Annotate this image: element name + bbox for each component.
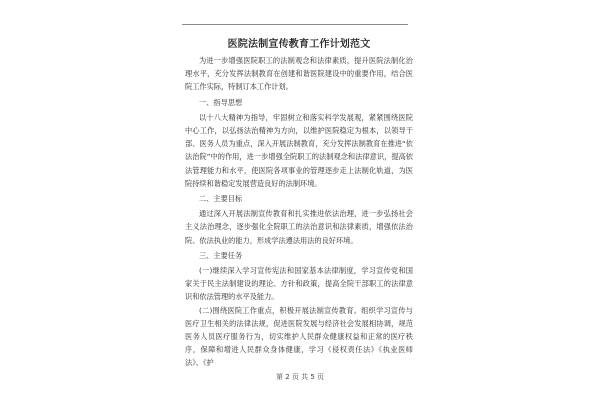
document-body — [185, 38, 413, 370]
section2-paragraph: 通过深入开展法制宣传教育和扎实推进依法治理，进一步弘扬社会主义法治理念，逐步强化全院职工的法治意识和法律素质，增强依法治院、依法执业的能力，形成学法遵法用法的良好环境。 — [185, 209, 413, 245]
section1-heading: 一、指导思想 — [199, 97, 243, 107]
task1-paragraph: (一)继续深入学习宣传宪法和国家基本法律制度，学习宣传党和国家关于民主法制建设的理论、方针和政策，提高全院干部职工的法律意识和依法管理的水平及能力。 — [185, 266, 413, 302]
intro-paragraph: 为进一步增强医院职工的法制观念和法律素质，提升医院法制化治理水平，充分发挥法制教育在创建和谐医院建设中的重要作用，结合医院工作实际，特制订本工作计划。 — [185, 56, 413, 92]
document-title: 医院法制宣传教育工作计划范文 — [227, 39, 371, 50]
header-rule — [182, 24, 408, 25]
page-number: 第 2 页 共 5 页 — [275, 373, 325, 381]
task2-paragraph: (二)围绕医院工作重点，积极开展法制宣传教育。组织学习宣传与医疗卫生相关的法律法规，促进医院发展与经济社会发展相协调，规范医务人员医疗服务行为，切实维护人民群众健康权益和正常的医疗秩序，保障和增进人民群众身体健康，学习《侵权责任法》《执业医师法》、《护 — [185, 305, 413, 368]
section1-paragraph: 以十八大精神为指导，牢固树立和落实科学发展观，紧紧围绕医院中心工作，以弘扬法治精神为方向，以维护医院稳定为根本，以领导干部、医务人员为重点，深入开展法制教育，充分发挥法制教育在推进“依法治院”中的作用，进一步增强全院职工的法制观念和法律意识，提高依法管理能力和水平，使医院各项事业的管理逐步走上法制化轨道，为医院持续和谐稳定发展营造良好的法制环境。 — [185, 112, 413, 188]
section2-heading: 二、主要目标 — [199, 194, 243, 204]
section3-heading: 三、主要任务 — [199, 250, 243, 260]
